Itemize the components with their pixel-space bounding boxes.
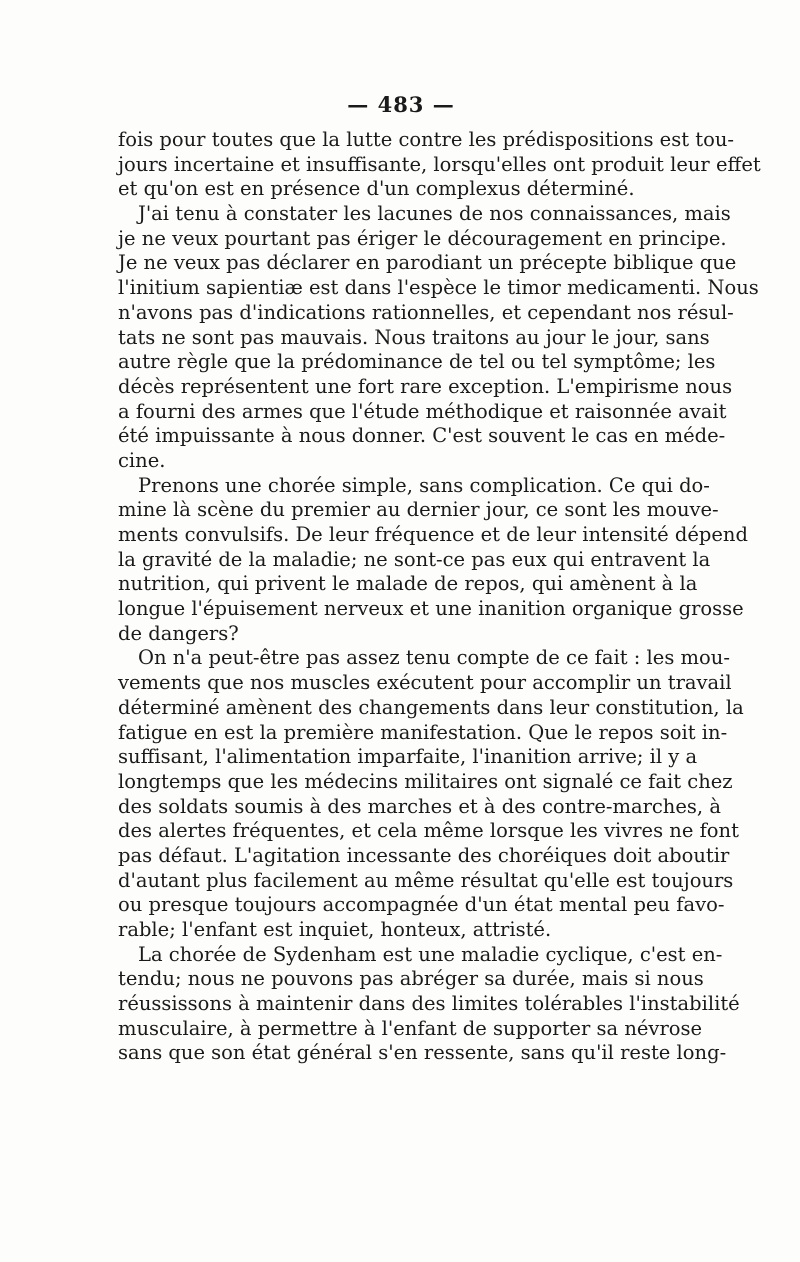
text-line: J'ai tenu à constater les lacunes de nos connaissances, mais xyxy=(138,202,731,226)
text-line: vements que nos muscles exécutent pour accomplir un travail xyxy=(118,671,732,695)
paragraph xyxy=(118,202,759,474)
text-line: a fourni des armes que l'étude méthodique et raisonnée avait xyxy=(118,399,727,423)
paragraph xyxy=(118,646,744,942)
text-line: réussissons à maintenir dans des limites tolérables l'instabilité xyxy=(118,992,740,1016)
text-line: Prenons une chorée simple, sans complication. Ce qui do- xyxy=(138,473,710,497)
text-line: cine. xyxy=(118,448,166,472)
text-line: ments convulsifs. De leur fréquence et de leur intensité dépend xyxy=(118,523,748,546)
text-line: des alertes fréquentes, et cela même lorsque les vivres ne font xyxy=(118,819,739,843)
text-line: longtemps que les médecins militaires ont signalé ce fait chez xyxy=(118,769,733,793)
text-line: tendu; nous ne pouvons pas abréger sa durée, mais si nous xyxy=(118,967,704,991)
text-line: sans que son état général s'en ressente, sans qu'il reste long- xyxy=(118,1041,727,1065)
text-line: ou presque toujours accompagnée d'un état mental peu favo- xyxy=(118,893,725,917)
text-line: l'initium sapientiæ est dans l'espèce le timor medicamenti. Nous xyxy=(118,276,759,300)
page-number: — 483 — xyxy=(347,92,455,117)
paragraph xyxy=(118,128,761,202)
text-line: décès représentent une fort rare exception. L'empirisme nous xyxy=(118,374,733,398)
text-line: musculaire, à permettre à l'enfant de supporter sa névrose xyxy=(118,1016,703,1040)
paragraph xyxy=(118,942,740,1066)
text-line: La chorée de Sydenham est une maladie cyclique, c'est en- xyxy=(138,942,723,966)
text-line: tats ne sont pas mauvais. Nous traitons au jour le jour, sans xyxy=(118,325,710,349)
text-line: jours incertaine et insuffisante, lorsqu'elles ont produit leur effet xyxy=(118,152,761,176)
page-text xyxy=(118,90,761,1066)
text-line: des soldats soumis à des marches et à des contre-marches, à xyxy=(118,794,721,818)
text-line: fatigue en est la première manifestation. Que le repos soit in- xyxy=(118,720,728,744)
text-line: déterminé amènent des changements dans leur constitution, la xyxy=(118,695,744,719)
text-line: n'avons pas d'indications rationnelles, et cependant nos résul- xyxy=(118,300,734,324)
text-line: autre règle que la prédominance de tel ou tel symptôme; les xyxy=(118,350,716,374)
text-line: je ne veux pourtant pas ériger le découragement en principe. xyxy=(118,226,727,250)
text-line: fois pour toutes que la lutte contre les prédispositions est tou- xyxy=(118,128,734,151)
text-line: suffisant, l'alimentation imparfaite, l'inanition arrive; il y a xyxy=(118,745,698,769)
text-line: rable; l'enfant est inquiet, honteux, attristé. xyxy=(118,918,552,941)
text-line: On n'a peut-être pas assez tenu compte de ce fait : les mou- xyxy=(138,646,730,670)
text-line: été impuissante à nous donner. C'est souvent le cas en méde- xyxy=(118,424,726,448)
text-line: et qu'on est en présence d'un complexus déterminé. xyxy=(118,177,635,201)
text-line: de dangers? xyxy=(118,621,239,645)
text-line: d'autant plus facilement au même résultat qu'elle est toujours xyxy=(118,868,734,892)
text-line: Je ne veux pas déclarer en parodiant un précepte biblique que xyxy=(118,251,737,275)
text-line: pas défaut. L'agitation incessante des choréiques doit aboutir xyxy=(118,843,730,867)
paragraph xyxy=(118,473,748,647)
text-line: nutrition, qui privent le malade de repos, qui amènent à la xyxy=(118,572,698,596)
text-line: longue l'épuisement nerveux et une inanition organique grosse xyxy=(118,597,744,621)
text-line: mine là scène du premier au dernier jour, ce sont les mouve- xyxy=(118,498,719,522)
text-line: la gravité de la maladie; ne sont-ce pas eux qui entravent la xyxy=(118,547,711,571)
